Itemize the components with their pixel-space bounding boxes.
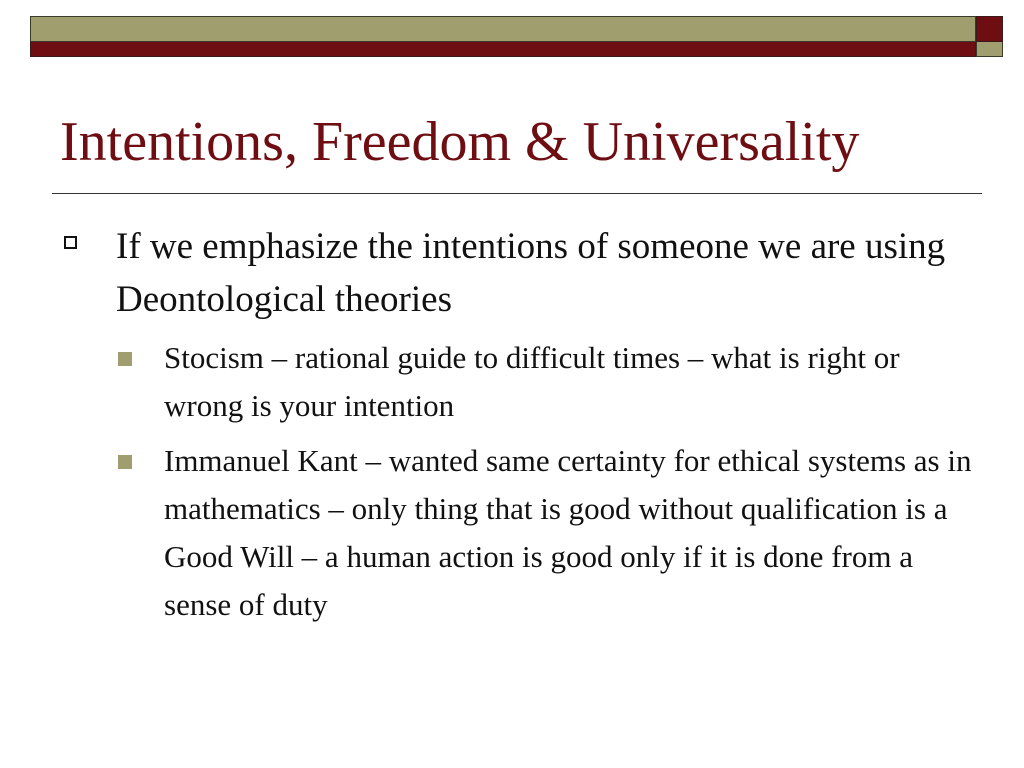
bullet-text: If we emphasize the intentions of someone we are using Deontological theories [116, 226, 946, 320]
filled-square-icon [118, 352, 132, 366]
header-banner-maroon-square [976, 16, 1003, 42]
header-banner-olive-square [976, 42, 1003, 57]
filled-square-icon [118, 455, 132, 469]
hollow-square-icon [64, 236, 77, 249]
sub-bullet-text: Stocism – rational guide to difficult times – what is right or wrong is your intention [164, 340, 900, 423]
header-banner-olive-bar [30, 16, 976, 42]
sub-bullet-item [110, 437, 980, 629]
sub-bullet-list [110, 334, 980, 636]
header-banner-maroon-bar [30, 42, 976, 57]
slide-title: Intentions, Freedom & Universality [60, 111, 860, 173]
title-divider [52, 193, 982, 194]
sub-bullet-text: Immanuel Kant – wanted same certainty for ethical systems as in mathematics – only thing that is good without qualification is a Good Will – a human action is good only if it is done from a sense of duty [164, 443, 972, 622]
sub-bullet-item [110, 334, 980, 430]
